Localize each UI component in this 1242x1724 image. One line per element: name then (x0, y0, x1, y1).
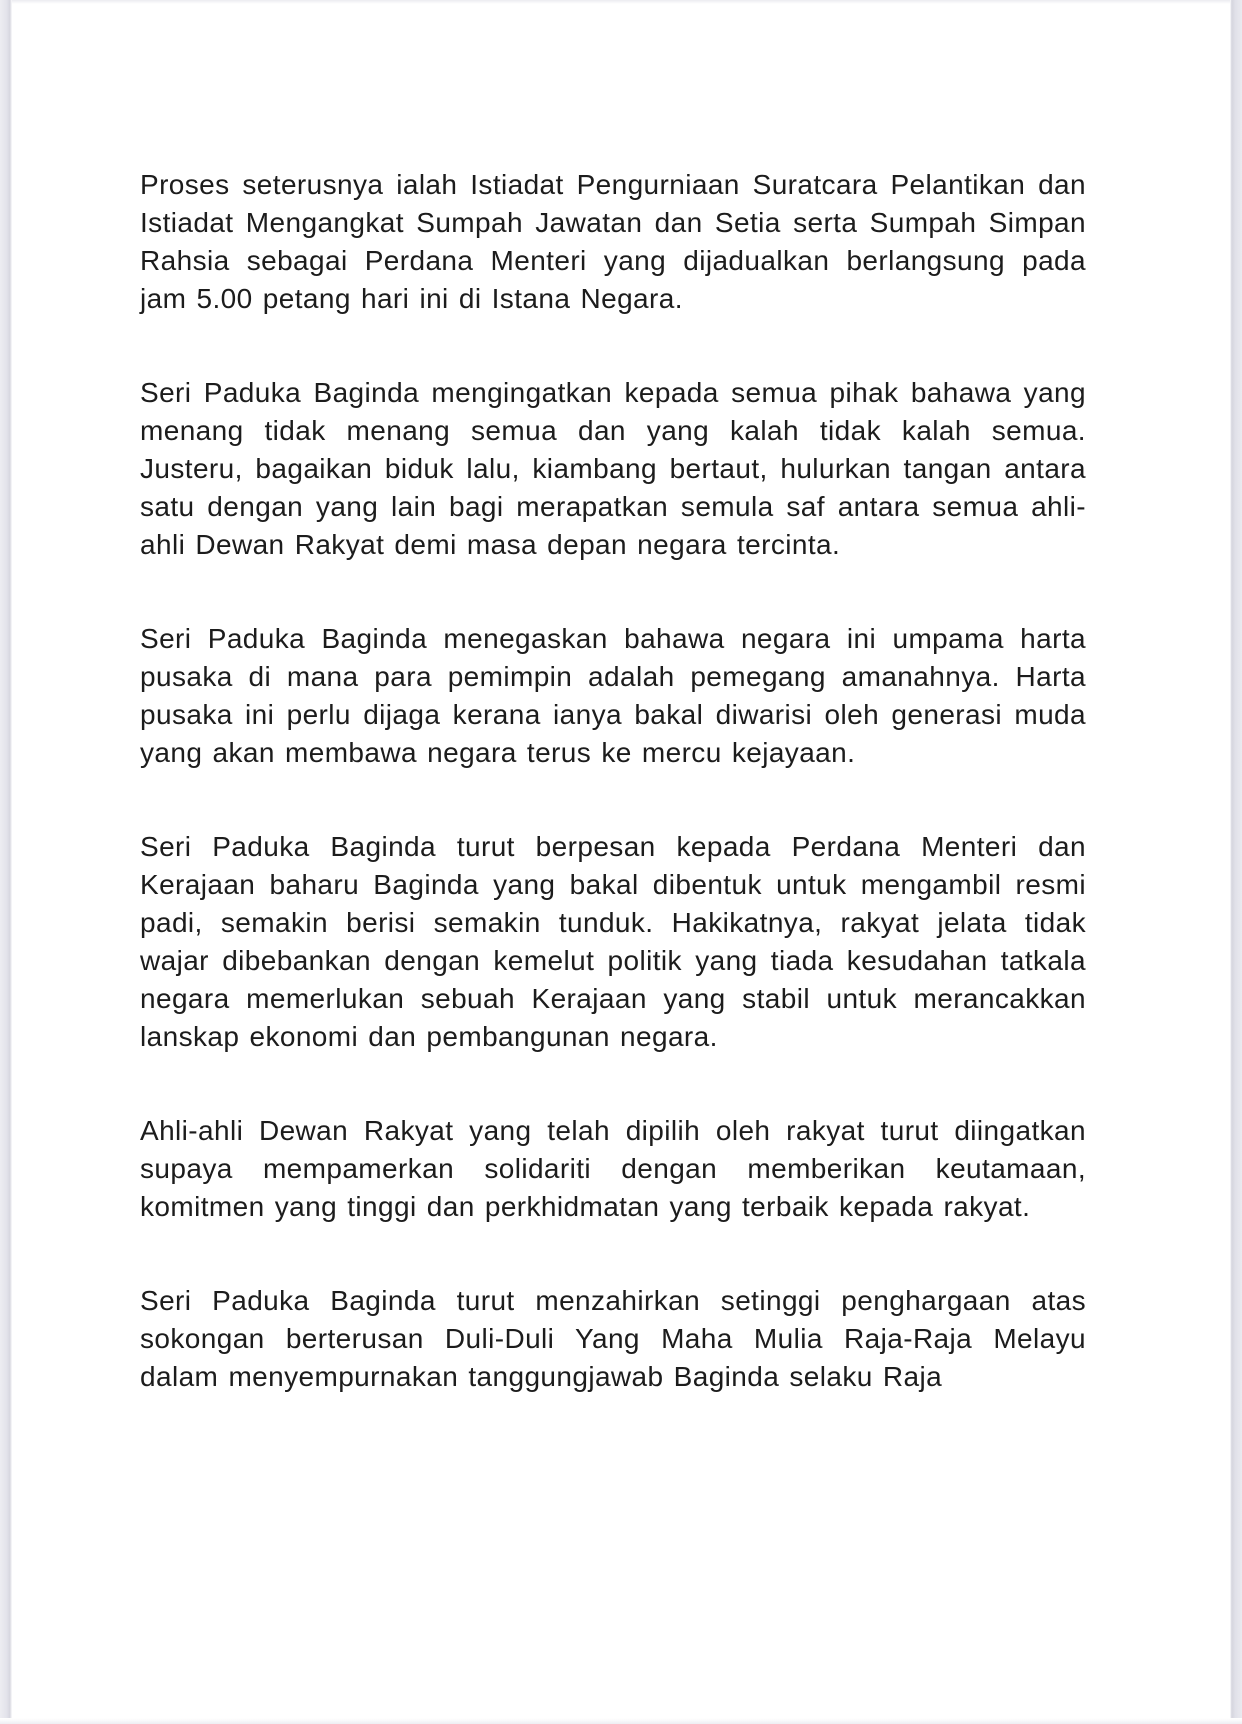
document-text-block (140, 166, 1086, 1396)
paragraph-pesan-perdana-menteri: Seri Paduka Baginda turut berpesan kepada Perdana Menteri dan Kerajaan baharu Baginda yang bakal dibentuk untuk mengambil resmi padi, semakin berisi semakin tunduk. Hakikatnya, rakyat jelata tidak wajar dibebankan dengan kemelut politik yang tiada kesudahan tatkala negara memerlukan sebuah Kerajaan yang stabil untuk merancakkan lanskap ekonomi dan pembangunan negara. (140, 831, 1086, 1052)
page-edge-shadow-top (0, 0, 1242, 4)
page-edge-shadow-right (1230, 0, 1242, 1724)
paragraph-penghargaan-raja-melayu: Seri Paduka Baginda turut menzahirkan setinggi penghargaan atas sokongan berterusan Duli-Duli Yang Maha Mulia Raja-Raja Melayu dalam menyempurnakan tanggungjawab Baginda selaku Raja (140, 1285, 1086, 1392)
paragraph-proses-istiadat: Proses seterusnya ialah Istiadat Pengurniaan Suratcara Pelantikan dan Istiadat Mengangkat Sumpah Jawatan dan Setia serta Sumpah Simpan Rahsia sebagai Perdana Menteri yang dijadualkan berlangsung pada jam 5.00 petang hari ini di Istana Negara. (140, 169, 1086, 314)
paragraph-harta-pusaka: Seri Paduka Baginda menegaskan bahawa negara ini umpama harta pusaka di mana para pemimpin adalah pemegang amanahnya. Harta pusaka ini perlu dijaga kerana ianya bakal diwarisi oleh generasi muda yang akan membawa negara terus ke mercu kejayaan. (140, 623, 1086, 768)
page-edge-shadow-bottom (0, 1718, 1242, 1724)
paragraph-ahli-dewan-rakyat: Ahli-ahli Dewan Rakyat yang telah dipilih oleh rakyat turut diingatkan supaya mempamerkan solidariti dengan memberikan keutamaan, komitmen yang tinggi dan perkhidmatan yang terbaik kepada rakyat. (140, 1115, 1086, 1222)
paragraph-peringatan-menang-kalah: Seri Paduka Baginda mengingatkan kepada semua pihak bahawa yang menang tidak menang semua dan yang kalah tidak kalah semua. Justeru, bagaikan biduk lalu, kiambang bertaut, hulurkan tangan antara satu dengan yang lain bagi merapatkan semula saf antara semua ahli-ahli Dewan Rakyat demi masa depan negara tercinta. (140, 377, 1086, 560)
page-edge-shadow-left (0, 0, 12, 1724)
